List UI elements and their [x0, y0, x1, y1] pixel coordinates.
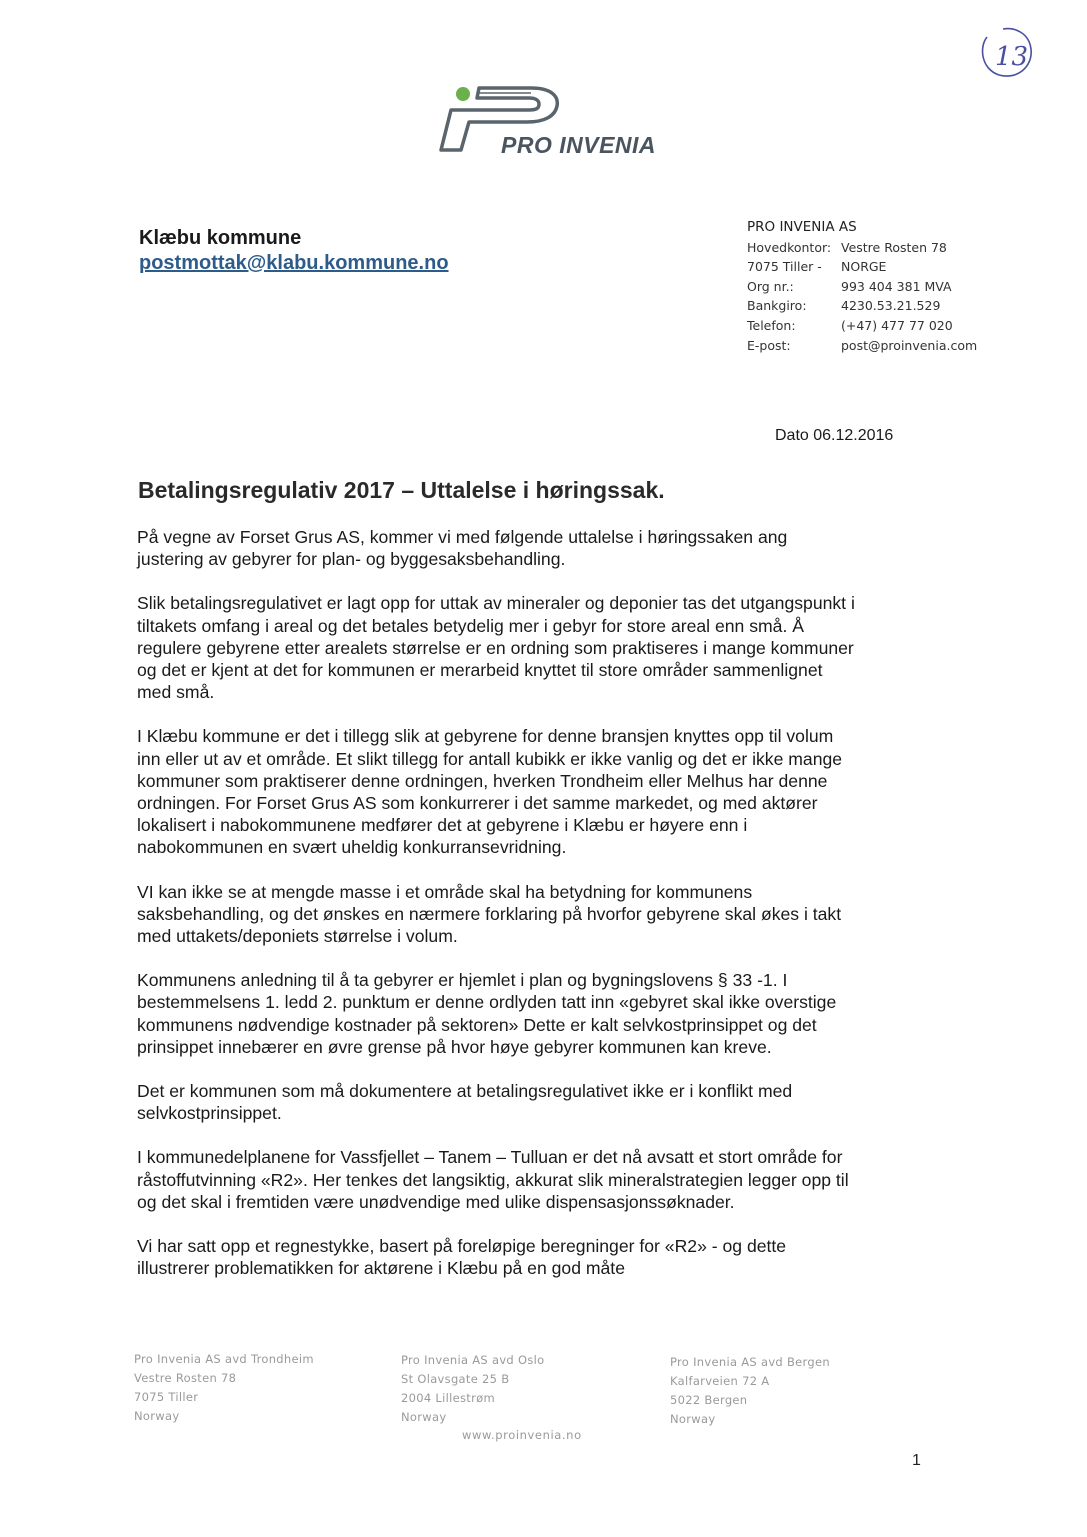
logo-text: PRO INVENIA — [501, 132, 657, 158]
footer-website-link[interactable]: www.proinvenia.no — [462, 1428, 582, 1442]
footer-office-oslo: Pro Invenia AS avd Oslo St Olavsgate 25 B 2004 Lillestrøm Norway — [401, 1353, 545, 1424]
paragraph: VI kan ikke se at mengde masse i et område skal ha betydning for kommunens saksbehandling, og det ønskes en nærmere forklaring på hvorfor gebyrene skal økes i takt med uttakets/deponiets størrelse i volum. — [137, 881, 842, 947]
company-info-block — [747, 218, 977, 355]
page-number: 1 — [912, 1452, 921, 1469]
footer-office-trondheim: Pro Invenia AS avd Trondheim Vestre Rosten 78 7075 Tiller Norway — [134, 1352, 314, 1423]
svg-text:13: 13 — [995, 42, 1029, 72]
recipient-email-link[interactable]: postmottak@klabu.kommune.no — [139, 252, 449, 274]
recipient-block — [139, 226, 449, 276]
handwritten-page-mark — [975, 25, 1035, 80]
company-row-address: Hovedkontor: Vestre Rosten 78 — [747, 239, 947, 255]
paragraph: På vegne av Forset Grus AS, kommer vi med følgende uttalelse i høringssaken ang justering av gebyrer for plan- og byggesaksbehandling. — [137, 527, 788, 570]
paragraph: Slik betalingsregulativet er lagt opp for uttak av mineraler og deponier tas det utgangspunkt i tiltakets omfang i areal og det betales betydelig mer i gebyr for store areal enn små. Å regulere gebyrene etter arealets størrelse er en ordning som praktiseres i mange kommuner og det er kjent at det for kommunen er merarbeid knyttet til store områder sammenlignet med små. — [137, 593, 855, 703]
company-row-phone: Telefon: (+47) 477 77 020 — [747, 317, 953, 333]
paragraph: Kommunens anledning til å ta gebyrer er hjemlet i plan og bygningslovens § 33 -1. I bestemmelsens 1. ledd 2. punktum er denne ordlyden tatt inn «gebyret skal ikke overstige kommunens nødvendige kostnader på sektoren» Dette er kalt selvkostprinsippet og det prinsippet innebærer en øvre grense på hvor høye gebyrer kommunen kan kreve. — [137, 970, 837, 1057]
paragraph: I Klæbu kommune er det i tillegg slik at gebyrene for denne bransjen knyttes opp til volum inn eller ut av et område. Et slikt tillegg for antall kubikk er ikke vanlig og det er ikke mange kommuner som praktiserer denne ordningen, hverken Trondheim eller Melhus har denne ordningen. For Forset Grus AS som konkurrerer i det samme markedet, og med aktører lokalisert i nabokommunene medfører det at gebyrene i Klæbu er høyere enn i nabokommunen en svært uheldig konkurransevridning. — [137, 726, 843, 858]
company-row-email: E-post: post@proinvenia.com — [747, 337, 978, 353]
paragraph: I kommunedelplanene for Vassfjellet – Tanem – Tulluan er det nå avsatt et stort område for råstoffutvinning «R2». Her tenkes det langsiktig, akkurat slik mineralstrategien legger opp til og det skal i fremtiden være unødvendige med ulike dispensasjonssøknader. — [137, 1147, 849, 1212]
circled-number-icon — [975, 25, 1035, 80]
company-row-city: 7075 Tiller - NORGE — [747, 259, 887, 275]
paragraph: Vi har satt opp et regnestykke, basert på foreløpige beregninger for «R2» - og dette illustrerer problematikken for aktørene i Klæbu på en god måte — [137, 1236, 787, 1279]
company-name: PRO INVENIA AS — [747, 219, 857, 235]
paragraph: Det er kommunen som må dokumentere at betalingsregulativet ikke er i konflikt med selvkostprinsippet. — [137, 1081, 793, 1124]
company-row-bankgiro: Bankgiro: 4230.53.21.529 — [747, 298, 941, 314]
pro-invenia-logo — [435, 82, 657, 162]
letter-body — [137, 526, 927, 1279]
footer-office-bergen: Pro Invenia AS avd Bergen Kalfarveien 72 A 5022 Bergen Norway — [670, 1355, 830, 1426]
letter-title: Betalingsregulativ 2017 – Uttalelse i høringssak. — [138, 477, 665, 503]
recipient-name: Klæbu kommune — [139, 227, 302, 249]
company-row-org-nr: Org nr.: 993 404 381 MVA — [747, 278, 952, 294]
letter-date: Dato 06.12.2016 — [775, 427, 894, 444]
